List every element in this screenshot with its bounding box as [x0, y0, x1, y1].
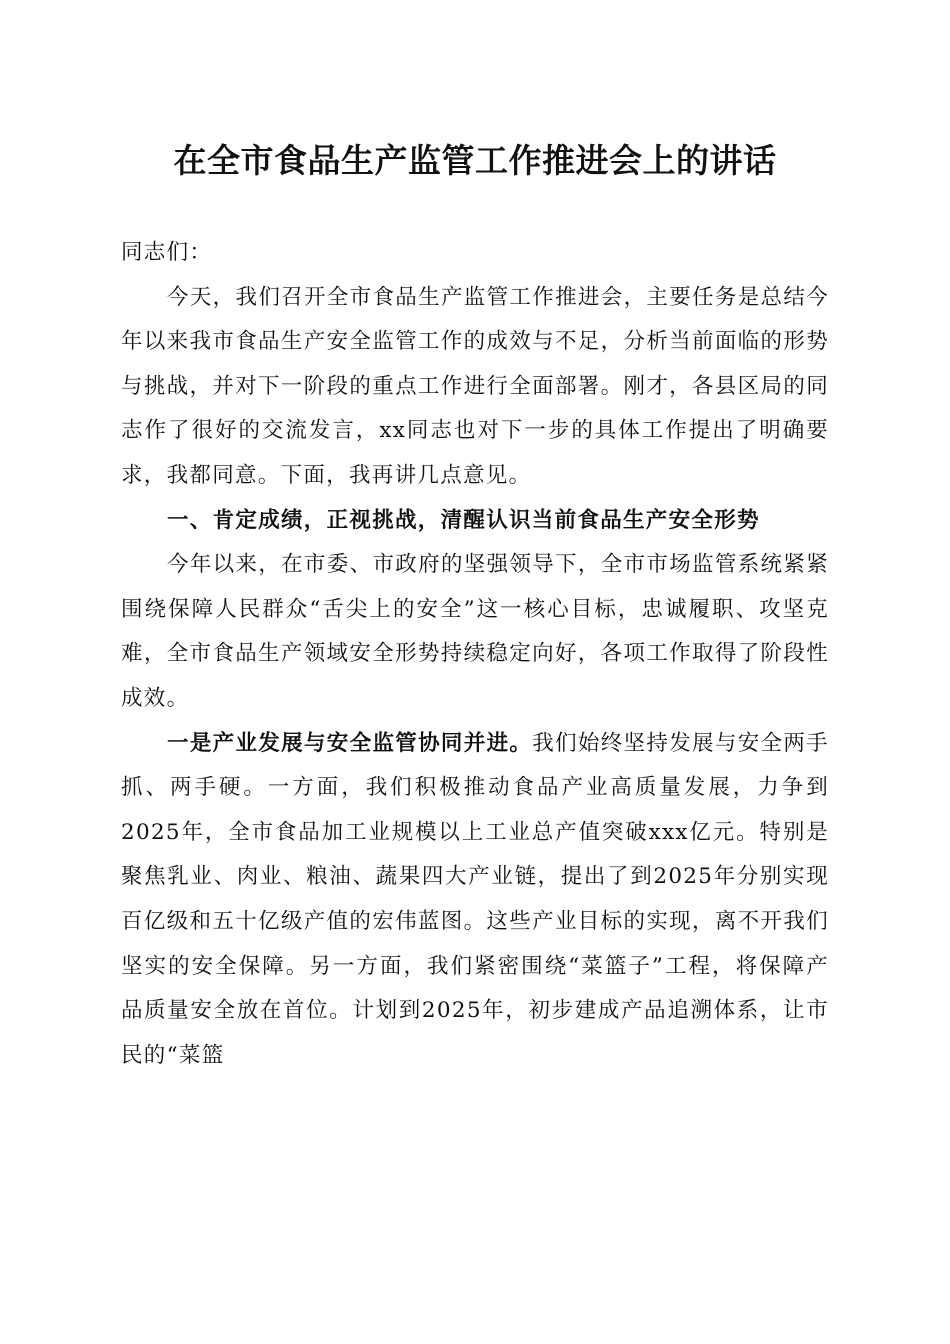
salutation: 同志们： [121, 240, 213, 265]
point-1-lead: 一是产业发展与安全监管协同并进。 [167, 730, 533, 756]
document-body [121, 231, 829, 1078]
point-1-text: 我们始终坚持发展与安全两手抓、两手硬。一方面，我们积极推动食品产业高质量发展，力争到2025年，全市食品加工业规模以上工业总产值突破xxx亿元。特别是聚焦乳业、肉业、粮油、蔬果四大产业链，提出了到2025年分别实现百亿级和五十亿级产值的宏伟蓝图。这些产业目标的实现，离不开我们坚实的安全保障。另一方面，我们紧密围绕“菜篮子”工程，将保障产品质量安全放在首位。计划到2025年，初步建成产品追溯体系，让市民的“菜篮 [121, 730, 829, 1068]
section-heading-1: 一、肯定成绩，正视挑战，清醒认识当前食品生产安全形势 [167, 507, 760, 533]
paragraph-achievements: 今年以来，在市委、市政府的坚强领导下，全市市场监管系统紧紧围绕保障人民群众“舌尖上的安全”这一核心目标，忠诚履职、攻坚克难，全市食品生产领域安全形势持续稳定向好，各项工作取得了阶段性成效。 [121, 552, 829, 711]
document-title: 在全市食品生产监管工作推进会上的讲话 [173, 141, 777, 180]
paragraph-intro: 今天，我们召开全市食品生产监管工作推进会，主要任务是总结今年以来我市食品生产安全监管工作的成效与不足，分析当前面临的形势与挑战，并对下一阶段的重点工作进行全面部署。刚才，各县区局的同志作了很好的交流发言，xx同志也对下一步的具体工作提出了明确要求，我都同意。下面，我再讲几点意见。 [121, 284, 829, 488]
paragraph-point-1 [121, 722, 829, 1079]
